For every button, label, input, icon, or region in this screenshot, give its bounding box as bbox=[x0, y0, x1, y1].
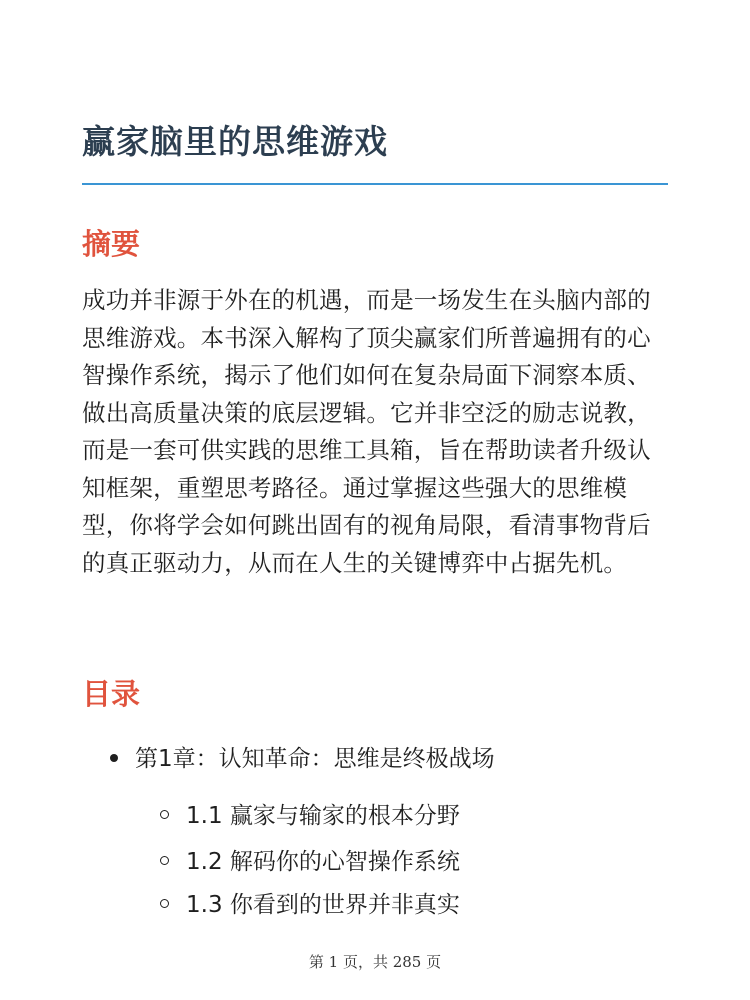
toc-section-1-2[interactable] bbox=[160, 843, 460, 876]
toc-section-label: 1.3 你看到的世界并非真实 bbox=[186, 892, 460, 918]
bullet-circle-icon bbox=[160, 810, 169, 819]
toc-section-1-3[interactable] bbox=[160, 886, 460, 919]
toc-chapter-label: 第1章：认知革命：思维是终极战场 bbox=[135, 746, 495, 772]
toc-section-label: 1.1 赢家与输家的根本分野 bbox=[186, 803, 460, 829]
page-number-footer: 第 1 页，共 285 页 bbox=[308, 953, 442, 971]
summary-heading: 摘要 bbox=[82, 227, 141, 261]
toc-section-label: 1.2 解码你的心智操作系统 bbox=[186, 849, 460, 875]
bullet-circle-icon bbox=[160, 856, 169, 865]
bullet-disc-icon bbox=[110, 754, 118, 762]
title-divider bbox=[82, 183, 668, 185]
toc-chapter-1[interactable] bbox=[110, 740, 495, 773]
bullet-circle-icon bbox=[160, 899, 169, 908]
toc-heading: 目录 bbox=[82, 677, 141, 711]
summary-paragraph: 成功并非源于外在的机遇，而是一场发生在头脑内部的思维游戏。本书深入解构了顶尖赢家们所普遍拥有的心智操作系统，揭示了他们如何在复杂局面下洞察本质、做出高质量决策的底层逻辑。它并非空泛的励志说教，而是一套可供实践的思维工具箱，旨在帮助读者升级认知框架，重塑思考路径。通过掌握这些强大的思维模型，你将学会如何跳出固有的视角局限，看清事物背后的真正驱动力，从而在人生的关键博弈中占据先机。 bbox=[82, 286, 651, 577]
toc-section-1-1[interactable] bbox=[160, 797, 460, 830]
document-title: 赢家脑里的思维游戏 bbox=[82, 122, 388, 161]
